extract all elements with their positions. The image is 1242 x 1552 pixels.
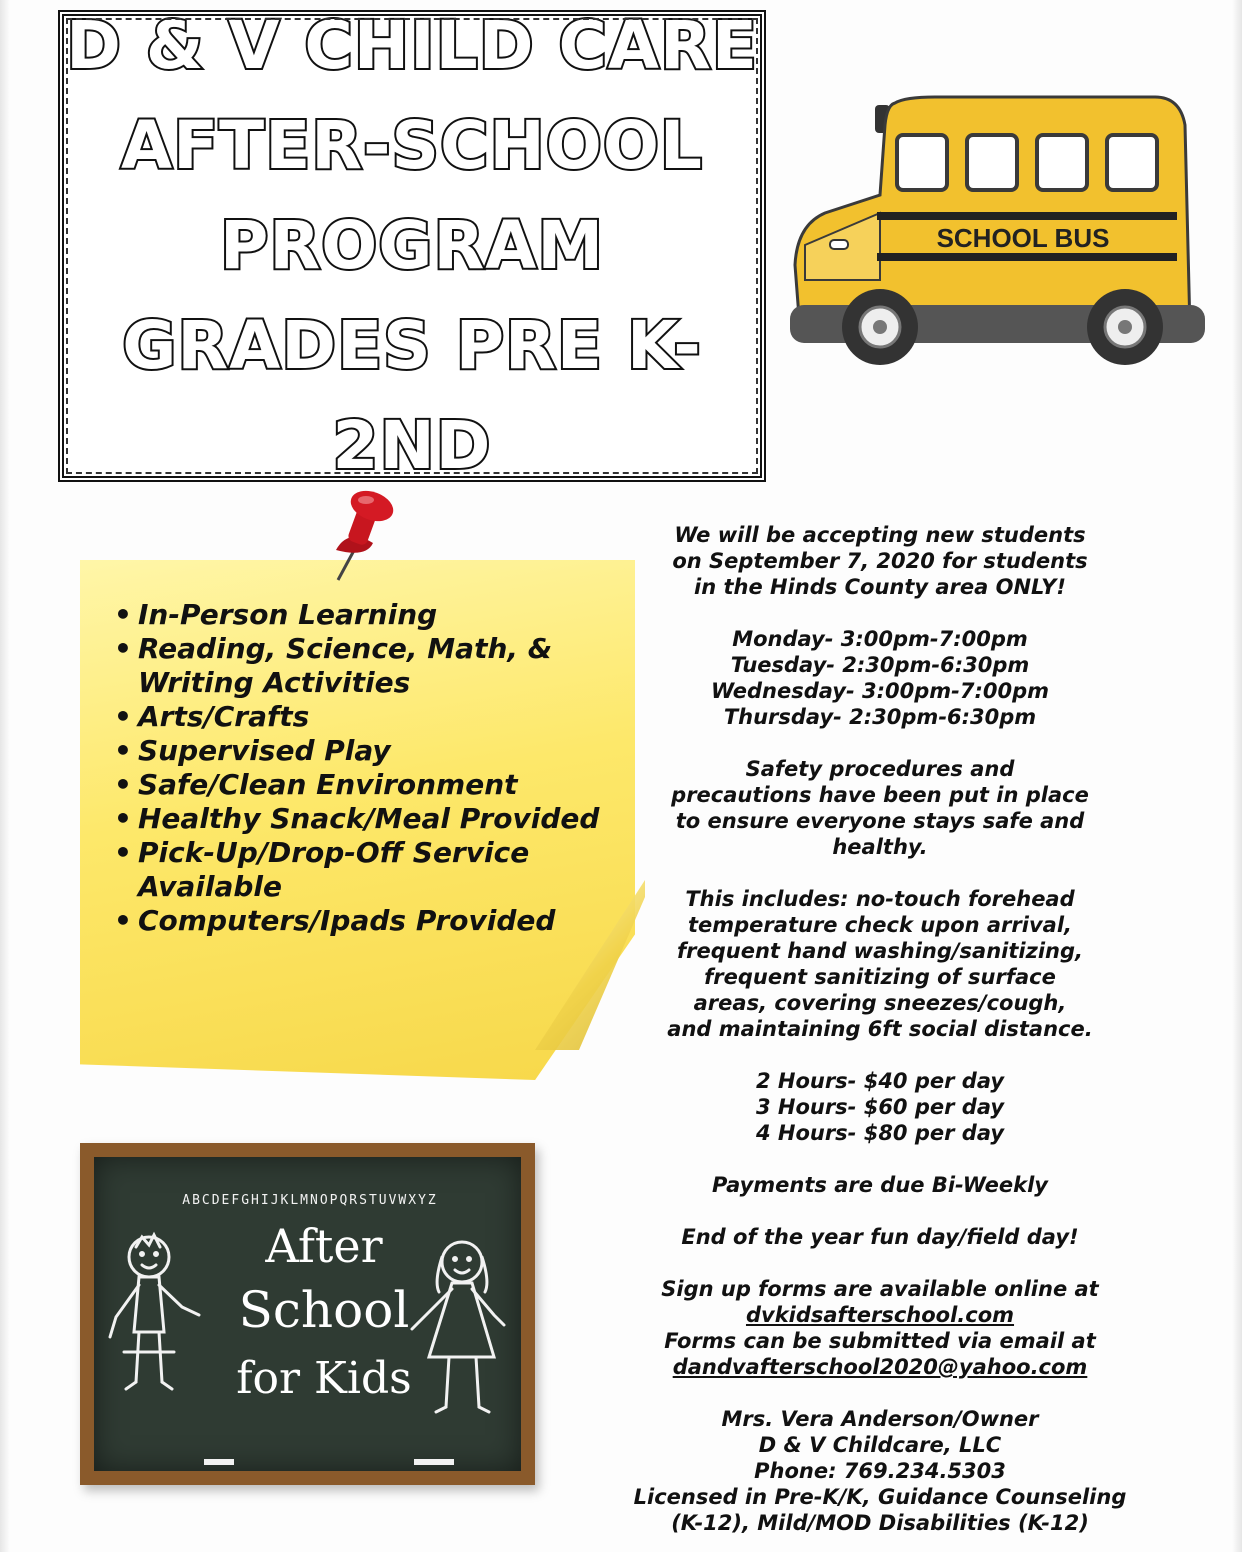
- pricing-line: 4 Hours- $80 per day: [755, 1121, 1005, 1145]
- includes-line: frequent hand washing/sanitizing,: [677, 939, 1083, 963]
- includes-line: temperature check upon arrival,: [687, 913, 1073, 937]
- feature-item: • Reading, Science, Math, & Writing Activities: [112, 632, 612, 700]
- contact-line: Licensed in Pre-K/K, Guidance Counseling: [633, 1485, 1127, 1509]
- feature-item: • Safe/Clean Environment: [112, 768, 612, 802]
- page-edge-right: [1232, 0, 1242, 1552]
- feature-item: • Arts/Crafts: [112, 700, 612, 734]
- pricing-line: 2 Hours- $40 per day: [755, 1069, 1005, 1093]
- title-line-2: AFTER-SCHOOL: [121, 107, 703, 184]
- features-list: [112, 598, 612, 938]
- intro-line: on September 7, 2020 for students: [672, 549, 1088, 573]
- hours-line: Thursday- 2:30pm-6:30pm: [723, 705, 1037, 729]
- email-link[interactable]: dandvafterschool2020@yahoo.com: [672, 1355, 1088, 1379]
- includes-line: frequent sanitizing of surface: [704, 965, 1056, 989]
- includes-line: and maintaining 6ft social distance.: [667, 1017, 1093, 1041]
- feature-item: • In-Person Learning: [112, 598, 612, 632]
- chalkboard-line-3: for Kids: [236, 1353, 412, 1404]
- contact-line: (K-12), Mild/MOD Disabilities (K-12): [671, 1511, 1089, 1535]
- pricing-line: 3 Hours- $60 per day: [755, 1095, 1005, 1119]
- includes-line: This includes: no-touch forehead: [685, 887, 1075, 911]
- bus-label: SCHOOL BUS: [936, 223, 1110, 253]
- school-bus-icon: [785, 95, 1210, 375]
- title-line-4: GRADES PRE K-2ND: [122, 307, 702, 484]
- page-edge-left: [0, 0, 10, 1552]
- website-link[interactable]: dvkidsafterschool.com: [745, 1303, 1015, 1327]
- includes-line: areas, covering sneezes/cough,: [693, 991, 1067, 1015]
- feature-item: • Supervised Play: [112, 734, 612, 768]
- feature-item: • Pick-Up/Drop-Off Service Available: [112, 836, 612, 904]
- contact-line: Phone: 769.234.5303: [754, 1459, 1006, 1483]
- chalkboard-line-1: After: [265, 1219, 383, 1273]
- hours-line: Monday- 3:00pm-7:00pm: [732, 627, 1028, 651]
- contact-line: D & V Childcare, LLC: [758, 1433, 1002, 1457]
- info-column: [560, 522, 1200, 1536]
- chalkboard: [80, 1143, 535, 1485]
- chalkboard-line-2: School: [238, 1281, 410, 1339]
- title-line-1: D & V CHILD CARE: [66, 7, 758, 84]
- safety-line: Safety procedures and: [745, 757, 1015, 781]
- contact-line: Mrs. Vera Anderson/Owner: [721, 1407, 1039, 1431]
- push-pin-icon: [318, 488, 398, 584]
- intro-line: We will be accepting new students: [674, 523, 1086, 547]
- fun-day-note: End of the year fun day/field day!: [681, 1225, 1079, 1249]
- feature-item: • Computers/Ipads Provided: [112, 904, 612, 938]
- payments-note: Payments are due Bi-Weekly: [712, 1173, 1048, 1197]
- title-line-3: PROGRAM: [219, 207, 605, 284]
- feature-item: • Healthy Snack/Meal Provided: [112, 802, 612, 836]
- safety-line: healthy.: [832, 835, 928, 859]
- safety-line: precautions have been put in place: [671, 783, 1089, 807]
- chalkboard-alphabet: ABCDEFGHIJKLMNOPQRSTUVWXYZ: [182, 1193, 438, 1208]
- safety-line: to ensure everyone stays safe and: [675, 809, 1085, 833]
- email-text: Forms can be submitted via email at: [664, 1329, 1096, 1353]
- intro-line: in the Hinds County area ONLY!: [694, 575, 1066, 599]
- title-box: [58, 7, 766, 484]
- signup-text: Sign up forms are available online at: [661, 1277, 1099, 1301]
- hours-line: Wednesday- 3:00pm-7:00pm: [710, 679, 1050, 703]
- hours-line: Tuesday- 2:30pm-6:30pm: [730, 653, 1030, 677]
